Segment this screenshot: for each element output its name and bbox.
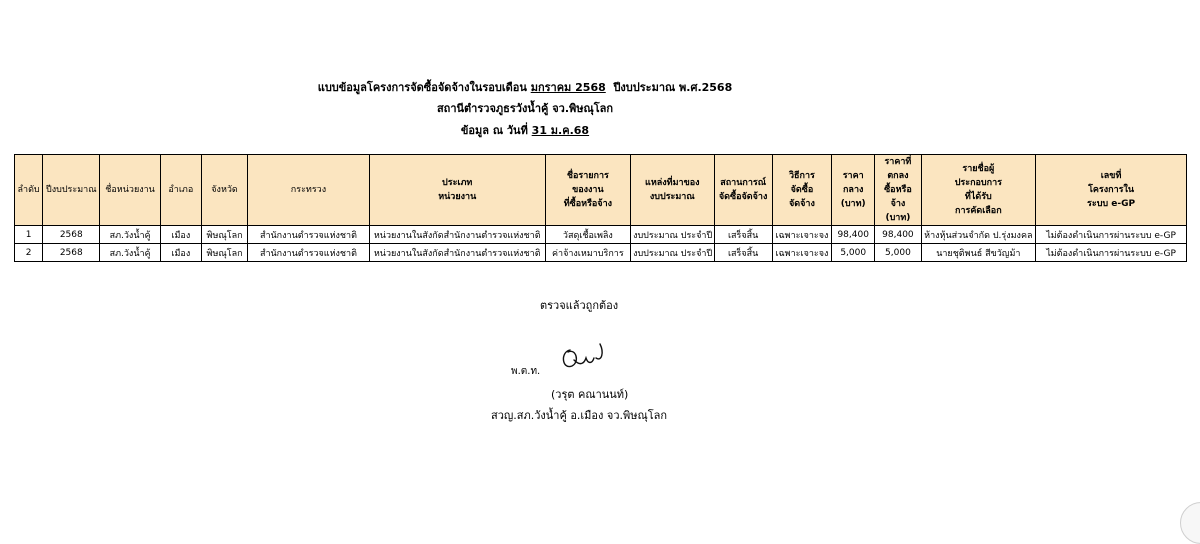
column-header-line: สถานการณ์	[720, 178, 767, 188]
verified-label: ตรวจแล้วถูกต้อง	[540, 299, 619, 312]
table-cell: สภ.วังน้ำคู้	[100, 226, 160, 244]
table-cell: งบประมาณ ประจำปี	[631, 226, 714, 244]
column-header-line: การคัดเลือก	[955, 206, 1002, 216]
table-cell: หน่วยงานในสังกัดสำนักงานตำรวจแห่งชาติ	[369, 244, 545, 262]
data-date	[0, 121, 1050, 139]
table-cell: 2568	[43, 244, 100, 262]
table-cell: เฉพาะเจาะจง	[772, 226, 831, 244]
table-cell: ไม่ต้องดำเนินการผ่านระบบ e-GP	[1036, 244, 1187, 262]
column-header-line: ที่ได้รับ	[964, 192, 992, 202]
table-cell: 2568	[43, 226, 100, 244]
table-cell: 5,000	[875, 244, 921, 262]
column-header: อำเภอ	[160, 155, 201, 226]
table-cell: 98,400	[832, 226, 875, 244]
table-cell: งบประมาณ ประจำปี	[631, 244, 714, 262]
table-cell: ค่าจ้างเหมาบริการ	[545, 244, 630, 262]
scroll-corner-button[interactable]	[1180, 502, 1200, 544]
table-row	[15, 244, 1187, 262]
table-cell: สำนักงานตำรวจแห่งชาติ	[248, 244, 370, 262]
table-cell: สภ.วังน้ำคู้	[100, 244, 160, 262]
column-header-line: วิธีการ	[789, 171, 815, 181]
column-header: ชื่อหน่วยงาน	[100, 155, 160, 226]
column-header: ปีงบประมาณ	[43, 155, 100, 226]
column-header: ลำดับ	[15, 155, 43, 226]
report-title	[0, 78, 1050, 96]
table-cell: 5,000	[832, 244, 875, 262]
table-header-row	[15, 155, 1187, 226]
column-header-line: งบประมาณ	[649, 192, 695, 202]
table-body	[15, 226, 1187, 262]
column-header-line: ตกลง	[887, 171, 909, 181]
table-cell: 2	[15, 244, 43, 262]
column-header	[631, 155, 714, 226]
column-header-line: ซื้อหรือจ้าง	[884, 185, 912, 209]
column-header-line: ราคาที่	[884, 157, 912, 167]
table-cell: เมือง	[160, 244, 201, 262]
date-prefix: ข้อมูล ณ วันที่	[460, 124, 528, 137]
table-cell: เมือง	[160, 226, 201, 244]
column-header-line: จัดจ้าง	[789, 199, 815, 209]
column-header-line: ประเภท	[442, 178, 473, 188]
column-header-line: โครงการใน	[1088, 185, 1135, 195]
table-cell: ไม่ต้องดำเนินการผ่านระบบ e-GP	[1036, 226, 1187, 244]
table-cell: หน่วยงานในสังกัดสำนักงานตำรวจแห่งชาติ	[369, 226, 545, 244]
column-header: กระทรวง	[248, 155, 370, 226]
table-cell: เสร็จสิ้น	[714, 244, 772, 262]
column-header-line: จัดซื้อ	[790, 185, 814, 195]
table-cell: นายชุติพนธ์ สีขวัญม้า	[921, 244, 1036, 262]
column-header-line: ประกอบการ	[954, 178, 1002, 188]
column-header-line: รายชื่อผู้	[962, 164, 995, 174]
column-header: จังหวัด	[201, 155, 247, 226]
column-header-line: ที่ซื้อหรือจ้าง	[563, 199, 613, 209]
column-header-line: ชื่อรายการ	[566, 171, 609, 181]
table-cell: เสร็จสิ้น	[714, 226, 772, 244]
column-header	[921, 155, 1036, 226]
column-header-line: ระบบ e-GP	[1087, 199, 1136, 209]
table-cell: เฉพาะเจาะจง	[772, 244, 831, 262]
column-header-line: จัดซื้อจัดจ้าง	[718, 192, 768, 202]
column-header-line: (บาท)	[840, 199, 866, 209]
column-header	[772, 155, 831, 226]
column-header	[545, 155, 630, 226]
column-header-line: (บาท)	[885, 213, 911, 223]
column-header	[832, 155, 875, 226]
column-header	[1036, 155, 1187, 226]
date-value: 31 ม.ค.68	[531, 124, 590, 137]
officer-name: (วรุต คณานนท์)	[551, 388, 629, 401]
station-name: สถานีตำรวจภูธรวังน้ำคู้ จว.พิษณุโลก	[436, 102, 614, 115]
table-cell: 1	[15, 226, 43, 244]
title-prefix: แบบข้อมูลโครงการจัดซื้อจัดจ้างในรอบเดือน	[317, 81, 527, 94]
column-header	[875, 155, 921, 226]
table-cell: 98,400	[875, 226, 921, 244]
officer-position: สวญ.สภ.วังน้ำคู้ อ.เมือง จว.พิษณุโลก	[491, 409, 668, 422]
table-cell: สำนักงานตำรวจแห่งชาติ	[248, 226, 370, 244]
handwritten-signature	[558, 342, 612, 376]
column-header	[714, 155, 772, 226]
title-month: มกราคม 2568	[530, 81, 606, 94]
column-header-line: ราคา	[842, 171, 864, 181]
column-header-line: หน่วยงาน	[438, 192, 477, 202]
table-cell: พิษณุโลก	[201, 226, 247, 244]
officer-rank: พ.ต.ท.	[511, 366, 541, 377]
column-header	[369, 155, 545, 226]
table-cell: ห้างหุ้นส่วนจำกัด ป.รุ่งมงคล	[921, 226, 1036, 244]
title-suffix: ปีงบประมาณ พ.ศ.2568	[613, 81, 733, 94]
table-cell: พิษณุโลก	[201, 244, 247, 262]
column-header-line: เลขที่	[1100, 171, 1122, 181]
column-header-line: กลาง	[842, 185, 864, 195]
table-cell: วัสดุเชื้อเพลิง	[545, 226, 630, 244]
table-row	[15, 226, 1187, 244]
procurement-table	[14, 154, 1187, 262]
column-header-line: แหล่งที่มาของ	[645, 178, 700, 188]
column-header-line: ของงาน	[572, 185, 604, 195]
